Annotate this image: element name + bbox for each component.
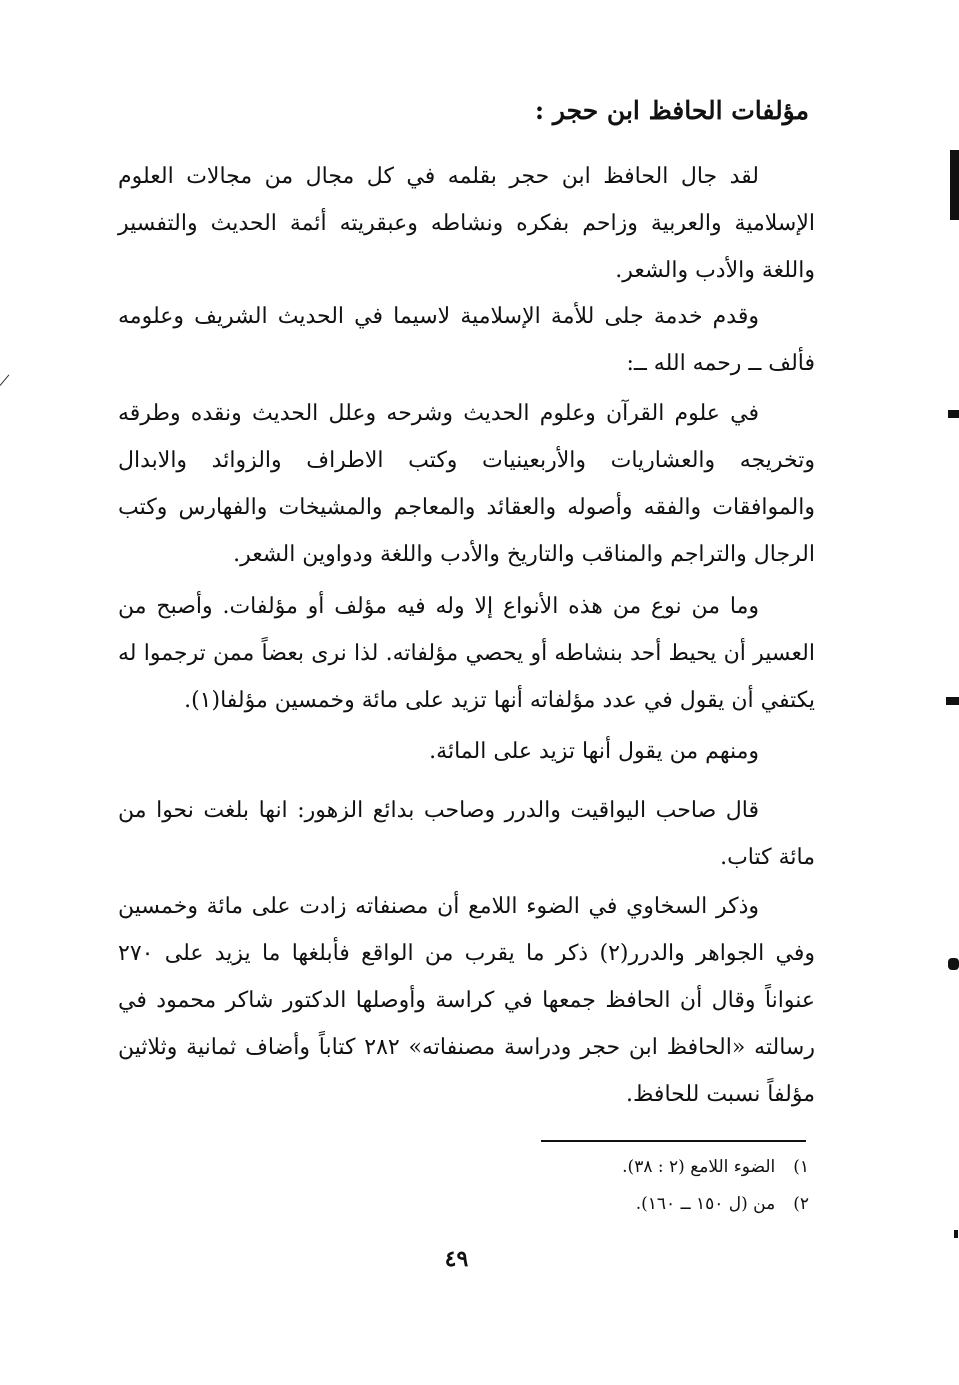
paragraph-2: وقدم خدمة جلى للأمة الإسلامية لاسيما في الحديث الشريف وعلومه فألف ــ رحمه الله ــ: — [118, 304, 815, 376]
footnote-number: ٢) — [793, 1194, 809, 1214]
scan-margin-mark — [946, 697, 959, 705]
footnote-text: الضوء اللامع (٢ : ٣٨). — [622, 1157, 776, 1177]
paragraph-7: وذكر السخاوي في الضوء اللامع أن مصنفاته زادت على مائة وخمسين وفي الجواهر والدرر(٢) ذكر ما يقرب من الواقع فأبلغها ما يزيد على ٢٧٠ عنواناً وقال أن الحافظ جمعها في كراسة وأوصلها الدكتور شاكر محمود في رسالته «الحافظ ابن حجر ودراسة مصنفاته» ٢٨٢ كتاباً وأضاف ثمانية وثلاثين مؤلفاً نسبت للحافظ. — [118, 894, 815, 1107]
paragraph-6: قال صاحب اليواقيت والدرر وصاحب بدائع الزهور: انها بلغت نحوا من مائة كتاب. — [118, 798, 815, 870]
scan-margin-mark — [948, 410, 959, 418]
footnote-1 — [622, 1157, 809, 1177]
scan-margin-mark — [954, 1230, 958, 1238]
section-heading: مؤلفات الحافظ ابن حجر : — [534, 96, 809, 125]
footnote-2 — [636, 1194, 809, 1214]
paragraph-1: لقد جال الحافظ ابن حجر بقلمه في كل مجال من مجالات العلوم الإسلامية والعربية وزاحم بفكره ونشاطه وعبقريته أئمة الحديث والتفسير واللغة والأدب والشعر. — [118, 164, 815, 283]
paragraph-4: وما من نوع من هذه الأنواع إلا وله فيه مؤلف أو مؤلفات. وأصبح من العسير أن يحيط أحد بنشاطه أو يحصي مؤلفاته. لذا نرى بعضاً ممن ترجموا له يكتفي أن يقول في عدد مؤلفاته أنها تزيد على مائة وخمسين مؤلفا(١). — [118, 594, 815, 713]
page-number: ٤٩ — [444, 1246, 469, 1272]
footnote-divider — [541, 1140, 806, 1142]
scan-margin-stroke — [0, 374, 9, 385]
paragraph-5: ومنهم من يقول أنها تزيد على المائة. — [429, 739, 759, 764]
scan-margin-mark — [950, 150, 959, 220]
scan-margin-mark — [948, 958, 959, 970]
paragraph-3: في علوم القرآن وعلوم الحديث وشرحه وعلل الحديث ونقده وطرقه وتخريجه والعشاريات والأربعينيات وكتب الاطراف والزوائد والابدال والموافقات والفقه وأصوله والعقائد والمعاجم والمشيخات والفهارس وكتب الرجال والتراجم والمناقب والتاريخ والأدب واللغة ودواوين الشعر. — [118, 401, 815, 567]
footnote-text: من (ل ١٥٠ ــ ١٦٠). — [635, 1194, 776, 1214]
footnote-number: ١) — [793, 1157, 809, 1177]
